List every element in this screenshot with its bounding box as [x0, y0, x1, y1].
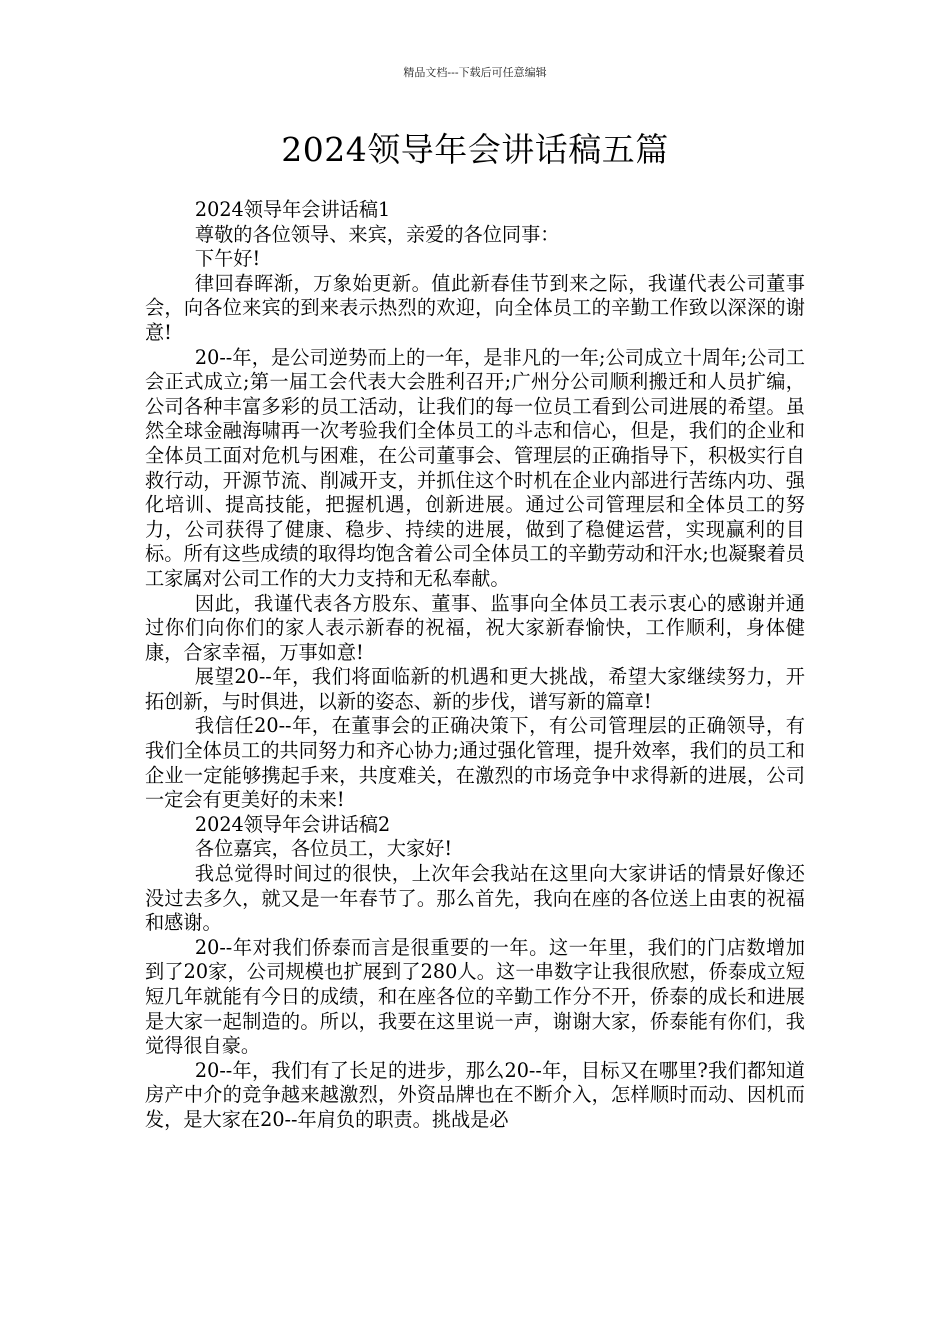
page-header-note: 精品文档---下载后可任意编辑 [403, 66, 547, 79]
salutation: 各位嘉宾，各位员工，大家好! [194, 837, 453, 861]
salutation: 尊敬的各位领导、来宾，亲爱的各位同事： [194, 222, 560, 246]
body-paragraph: 律回春晖渐，万象始更新。值此新春佳节到来之际，我谨代表公司董事会，向各位来宾的到来表示热烈的欢迎，向全体员工的辛勤工作致以深深的谢意! [145, 271, 805, 344]
body-paragraph: 因此，我谨代表各方股东、董事、监事向全体员工表示衷心的感谢并通过你们向你们的家人表示新春的祝福，祝大家新春愉快，工作顺利，身体健康，合家幸福，万事如意! [145, 591, 805, 664]
section-heading-1: 2024领导年会讲话稿1 [194, 198, 391, 221]
body-paragraph: 展望20--年，我们将面临新的机遇和更大挑战，希望大家继续努力，开拓创新，与时俱进，以新的姿态、新的步伐，谱写新的篇章! [145, 665, 805, 713]
body-paragraph: 20--年对我们侨泰而言是很重要的一年。这一年里，我们的门店数增加到了20家，公司规模也扩展到了280人。这一串数字让我很欣慰，侨泰成立短短几年就能有今日的成绩，和在座各位的辛勤工作分不开，侨泰的成长和进展是大家一起制造的。所以，我要在这里说一声，谢谢大家，侨泰能有你们，我觉得很自豪。 [145, 935, 805, 1058]
body-paragraph: 我总觉得时间过的很快，上次年会我站在这里向大家讲话的情景好像还没过去多久，就又是一年春节了。那么首先，我向在座的各位送上由衷的祝福和感谢。 [145, 862, 805, 935]
greeting: 下午好! [194, 247, 261, 271]
body-paragraph: 我信任20--年，在董事会的正确决策下，有公司管理层的正确领导，有我们全体员工的共同努力和齐心协力;通过强化管理，提升效率，我们的员工和企业一定能够携起手来，共度难关，在激烈的市场竞争中求得新的进展，公司一定会有更美好的未来! [145, 714, 805, 812]
section-heading-2: 2024领导年会讲话稿2 [194, 812, 391, 836]
document-body [145, 198, 805, 1133]
document-title: 2024领导年会讲话稿五篇 [281, 130, 669, 169]
body-paragraph: 20--年，我们有了长足的进步，那么20--年，目标又在哪里?我们都知道房产中介的竞争越来越激烈，外资品牌也在不断介入，怎样顺时而动、因机而发，是大家在20--年肩负的职责。挑战是必 [145, 1058, 805, 1131]
body-paragraph: 20--年，是公司逆势而上的一年，是非凡的一年;公司成立十周年;公司工会正式成立;第一届工会代表大会胜利召开;广州分公司顺利搬迁和人员扩编，公司各种丰富多彩的员工活动，让我们的每一位员工看到公司进展的希望。虽然全球金融海啸再一次考验我们全体员工的斗志和信心，但是，我们的企业和全体员工面对危机与困难，在公司董事会、管理层的正确指导下，积极实行自救行动，开源节流、削减开支，并抓住这个时机在企业内部进行苦练内功、强化培训、提高技能，把握机遇，创新进展。通过公司管理层和全体员工的努力，公司获得了健康、稳步、持续的进展，做到了稳健运营，实现赢利的目标。所有这些成绩的取得均饱含着公司全体员工的辛勤劳动和汗水;也凝聚着员工家属对公司工作的大力支持和无私奉献。 [145, 345, 805, 590]
